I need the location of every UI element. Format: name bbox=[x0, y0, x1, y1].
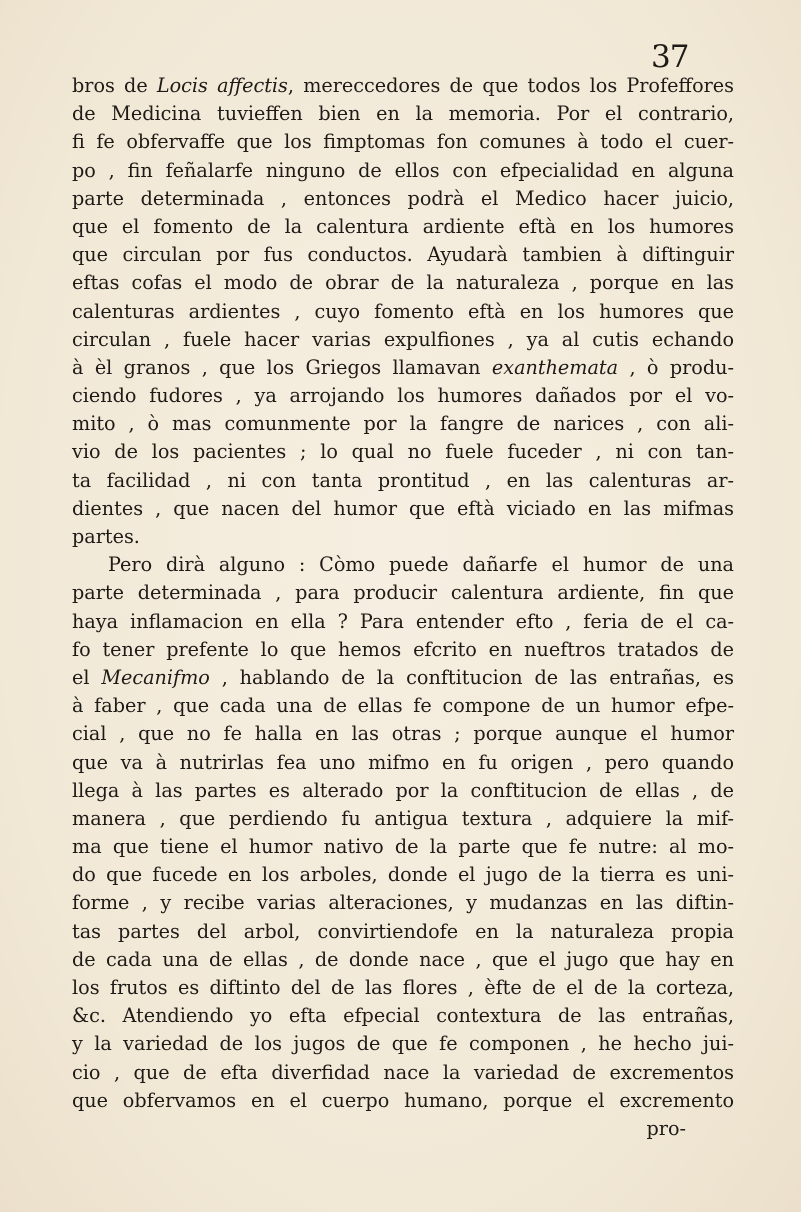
text-segment: Pero dirà alguno : Còmo puede dañarfe el humor de una bbox=[108, 553, 734, 577]
text-line bbox=[72, 100, 734, 128]
text-segment: manera , que perdiendo fu antigua textura , adquiere la mif- bbox=[72, 806, 734, 830]
text-line bbox=[72, 1087, 734, 1115]
text-line bbox=[72, 720, 734, 748]
italic-term: Mecanifmo bbox=[101, 665, 210, 689]
text-segment: parte determinada , para producir calentura ardiente, fin que bbox=[72, 581, 734, 605]
text-segment: circulan , fuele hacer varias expulfiones , ya al cutis echando bbox=[72, 327, 734, 351]
text-line bbox=[72, 1059, 734, 1087]
text-segment: que el fomento de la calentura ardiente eftà en los humores bbox=[72, 214, 734, 238]
text-segment: à faber , que cada una de ellas fe compone de un humor efpe- bbox=[72, 694, 734, 718]
text-segment: haya inflamacion en ella ? Para entender efto , feria de el ca- bbox=[72, 609, 734, 633]
text-segment: vio de los pacientes ; lo qual no fuele fuceder , ni con tan- bbox=[72, 440, 734, 464]
text-line bbox=[72, 241, 734, 269]
text-segment: partes. bbox=[72, 525, 140, 548]
text-segment: de Medicina tuvieffen bien en la memoria. Por el contrario, bbox=[72, 102, 734, 126]
text-line bbox=[72, 946, 734, 974]
text-line bbox=[72, 382, 734, 410]
text-line bbox=[72, 692, 734, 720]
text-segment: eftas cofas el modo de obrar de la naturaleza , porque en las bbox=[72, 271, 734, 295]
text-segment: que circulan por fus conductos. Ayudarà tambien à diftinguir bbox=[72, 243, 734, 267]
text-line bbox=[72, 467, 734, 495]
text-line bbox=[72, 579, 734, 607]
page-number: 37 bbox=[651, 39, 689, 75]
text-segment: calenturas ardientes , cuyo fomento eftà en los humores que bbox=[72, 299, 734, 323]
italic-term: exanthemata bbox=[491, 355, 619, 379]
text-segment: &c. Atendiendo yo efta efpecial contextura de las entrañas, bbox=[72, 1004, 734, 1028]
text-line bbox=[72, 410, 734, 438]
text-segment: que obfervamos en el cuerpo humano, porque el excremento bbox=[72, 1088, 734, 1112]
text-line bbox=[72, 72, 734, 100]
text-segment: , hablando de la conftitucion de las entrañas, es bbox=[209, 665, 734, 689]
text-line bbox=[72, 438, 734, 466]
body-text bbox=[72, 72, 734, 1143]
text-line bbox=[72, 889, 734, 917]
italic-term: Locis affectis bbox=[156, 74, 288, 97]
text-line bbox=[72, 608, 734, 636]
text-line bbox=[72, 974, 734, 1002]
text-line bbox=[72, 157, 734, 185]
text-line bbox=[72, 1002, 734, 1030]
text-segment: cio , que de efta diverfidad nace la variedad de excrementos bbox=[72, 1060, 734, 1084]
text-segment: bros de bbox=[72, 74, 157, 97]
text-segment: à èl granos , que los Griegos llamavan bbox=[72, 355, 492, 379]
text-line bbox=[72, 523, 734, 551]
text-line bbox=[72, 777, 734, 805]
text-line bbox=[72, 213, 734, 241]
text-line bbox=[72, 805, 734, 833]
text-segment: fi fe obfervaffe que los fimptomas fon comunes à todo el cuer- bbox=[72, 130, 734, 154]
text-segment: llega à las partes es alterado por la conftitucion de ellas , de bbox=[72, 778, 734, 802]
text-segment: forme , y recibe varias alteraciones, y mudanzas en las diftin- bbox=[72, 891, 734, 915]
text-segment: fo tener prefente lo que hemos efcrito en nueftros tratados de bbox=[72, 637, 734, 661]
text-segment: ma que tiene el humor nativo de la parte que fe nutre: al mo- bbox=[72, 835, 734, 859]
text-line bbox=[72, 128, 734, 156]
text-line bbox=[72, 918, 734, 946]
text-segment: do que fucede en los arboles, donde el jugo de la tierra es uni- bbox=[72, 863, 734, 887]
text-segment: que va à nutrirlas fea uno mifmo en fu origen , pero quando bbox=[72, 750, 734, 774]
text-line bbox=[72, 495, 734, 523]
text-line bbox=[72, 664, 734, 692]
text-segment: los frutos es diftinto del de las flores , èfte de el de la corteza, bbox=[72, 976, 734, 999]
text-line bbox=[72, 326, 734, 354]
text-line bbox=[72, 636, 734, 664]
text-segment: y la variedad de los jugos de que fe componen , he hecho jui- bbox=[72, 1032, 734, 1056]
text-line bbox=[72, 833, 734, 861]
text-line bbox=[72, 298, 734, 326]
text-segment: , mereccedores de que todos los Profeffores bbox=[287, 74, 734, 97]
text-line bbox=[72, 185, 734, 213]
text-segment: el bbox=[72, 665, 102, 689]
text-segment: tas partes del arbol, convirtiendofe en la naturaleza propia bbox=[72, 919, 734, 943]
text-segment: de cada una de ellas , de donde nace , que el jugo que hay en bbox=[72, 947, 734, 971]
text-segment: , ò produ- bbox=[618, 355, 734, 379]
text-segment: mito , ò mas comunmente por la fangre de narices , con ali- bbox=[72, 412, 734, 436]
text-line bbox=[72, 269, 734, 297]
text-line bbox=[72, 551, 734, 579]
text-segment: ta facilidad , ni con tanta prontitud , en las calenturas ar- bbox=[72, 468, 734, 492]
text-line bbox=[72, 354, 734, 382]
text-line bbox=[72, 749, 734, 777]
text-segment: ciendo fudores , ya arrojando los humores dañados por el vo- bbox=[72, 384, 734, 408]
text-segment: po , fin feñalarfe ninguno de ellos con efpecialidad en alguna bbox=[72, 158, 734, 182]
text-segment: cial , que no fe halla en las otras ; porque aunque el humor bbox=[72, 722, 734, 746]
text-segment: dientes , que nacen del humor que eftà viciado en las mifmas bbox=[72, 496, 734, 520]
text-line bbox=[72, 861, 734, 889]
catchword: pro- bbox=[646, 1116, 686, 1140]
text-segment: parte determinada , entonces podrà el Medico hacer juicio, bbox=[72, 186, 734, 210]
text-line bbox=[72, 1030, 734, 1058]
